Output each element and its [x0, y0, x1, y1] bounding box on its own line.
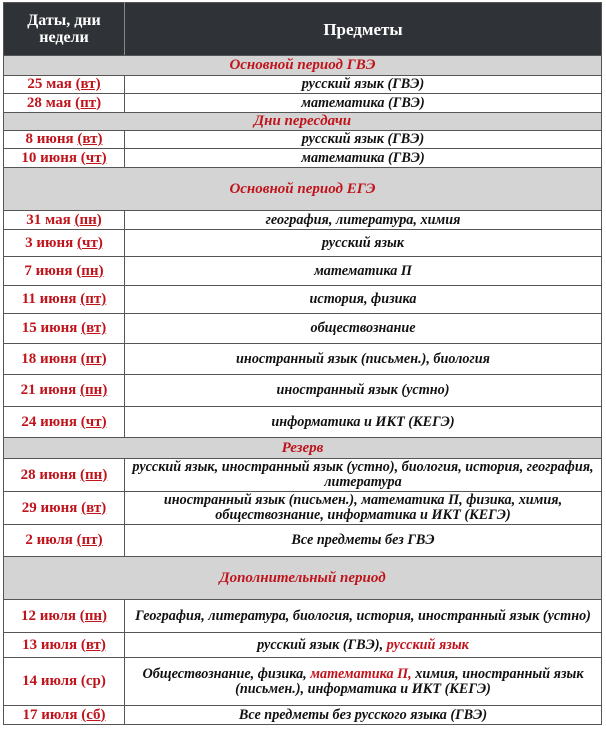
date-text: 31 мая [26, 211, 71, 228]
subjects-cell: обществознание [125, 314, 602, 344]
subjects-cell: Все предметы без ГВЭ [125, 525, 602, 557]
date-cell [4, 459, 125, 492]
section-row [4, 56, 602, 76]
subjects-cell: география, литература, химия [125, 211, 602, 230]
date-cell [4, 600, 125, 633]
header-row [4, 3, 602, 56]
weekday-text: (чт) [80, 149, 107, 166]
schedule-table [3, 2, 602, 725]
section-title: Дополнительный период [4, 557, 602, 600]
subjects-cell: русский язык [125, 230, 602, 257]
table-row [4, 314, 602, 344]
date-cell [4, 706, 125, 725]
section-title: Основной период ГВЭ [4, 56, 602, 76]
weekday-text: (пт) [76, 532, 103, 548]
table-row [4, 658, 602, 706]
subjects-cell: Все предметы без русского языка (ГВЭ) [125, 706, 602, 725]
date-text: 15 июня [21, 320, 78, 336]
table-row [4, 492, 602, 525]
table-row [4, 407, 602, 438]
exam-schedule [3, 2, 601, 725]
table-row [4, 525, 602, 557]
table-row [4, 230, 602, 257]
table-row [4, 94, 602, 113]
subjects-text-highlight: математика П, [310, 665, 412, 682]
date-cell [4, 407, 125, 438]
date-cell [4, 257, 125, 286]
subjects-cell: иностранный язык (письмен.), математика П, физика, химия, обществознание, информатика и ИКТ (КЕГЭ) [125, 492, 602, 525]
date-text: 28 мая [26, 94, 72, 111]
subjects-text: Обществознание, физика, [142, 665, 307, 682]
weekday-text: (чт) [77, 234, 103, 251]
weekday-text: (пн) [80, 382, 108, 398]
date-cell [4, 149, 125, 168]
date-cell [4, 131, 125, 149]
weekday-text: (пт) [80, 350, 107, 367]
weekday-text: (чт) [80, 413, 107, 430]
section-row [4, 168, 602, 211]
weekday-text: (пн) [80, 466, 108, 483]
date-cell [4, 76, 125, 94]
date-text: 18 июня [21, 350, 77, 367]
subjects-cell: иностранный язык (письмен.), биология [125, 344, 602, 375]
date-text: 11 июня [21, 291, 77, 307]
date-text: 7 июня [24, 262, 73, 279]
section-row [4, 557, 602, 600]
subjects-cell: математика П [125, 257, 602, 286]
table-row [4, 375, 602, 407]
subjects-cell: математика (ГВЭ) [125, 94, 602, 113]
date-cell [4, 375, 125, 407]
table-row [4, 286, 602, 314]
subjects-text-highlight: русский язык [386, 636, 469, 653]
date-cell [4, 314, 125, 344]
date-text: 12 июля [20, 607, 76, 624]
header-subjects: Предметы [125, 3, 602, 56]
date-cell [4, 525, 125, 557]
table-row [4, 600, 602, 633]
date-cell [4, 492, 125, 525]
subjects-cell: русский язык (ГВЭ) [125, 131, 602, 149]
subjects-cell: история, физика [125, 286, 602, 314]
weekday-text: (пн) [79, 607, 108, 624]
subjects-cell: География, литература, биология, история, иностранный язык (устно) [125, 600, 602, 633]
date-text: 29 июня [21, 499, 78, 516]
date-text: 3 июня [25, 234, 74, 251]
header-dates: Даты, дни недели [4, 3, 125, 56]
table-row [4, 344, 602, 375]
weekday-text: (вт) [75, 76, 101, 92]
subjects-cell [125, 658, 602, 706]
section-row [4, 438, 602, 459]
weekday-text: (пт) [80, 291, 107, 307]
date-cell [4, 633, 125, 658]
weekday-text: (вт) [80, 636, 106, 653]
date-cell [4, 658, 125, 706]
table-row [4, 211, 602, 230]
weekday-text: (ср) [80, 673, 106, 689]
table-row [4, 76, 602, 94]
weekday-text: (пн) [74, 211, 102, 228]
table-row [4, 131, 602, 149]
subjects-cell: русский язык, иностранный язык (устно), биология, история, география, литература [125, 459, 602, 492]
date-text: 14 июля [22, 673, 78, 689]
date-text: 8 июня [25, 131, 74, 147]
date-text: 2 июля [25, 532, 73, 548]
date-cell [4, 344, 125, 375]
subjects-cell: иностранный язык (устно) [125, 375, 602, 407]
date-cell [4, 94, 125, 113]
subjects-cell [125, 633, 602, 658]
section-row [4, 113, 602, 131]
subjects-cell: русский язык (ГВЭ) [125, 76, 602, 94]
date-cell [4, 286, 125, 314]
weekday-text: (сб) [81, 706, 106, 723]
table-row [4, 706, 602, 725]
table-row [4, 459, 602, 492]
table-row [4, 149, 602, 168]
date-cell [4, 211, 125, 230]
date-text: 13 июля [22, 636, 78, 653]
section-title: Дни пересдачи [4, 113, 602, 131]
subjects-text: химия, иностранный язык (письмен.), информатика и ИКТ (КЕГЭ) [235, 665, 584, 697]
date-text: 24 июня [21, 413, 78, 430]
date-text: 17 июля [22, 706, 78, 723]
date-text: 25 мая [27, 76, 72, 92]
weekday-text: (пт) [75, 94, 102, 111]
date-text: 21 июня [20, 382, 77, 398]
subjects-cell: математика (ГВЭ) [125, 149, 602, 168]
table-row [4, 633, 602, 658]
date-text: 28 июня [20, 466, 77, 483]
section-title: Резерв [4, 438, 602, 459]
table-row [4, 257, 602, 286]
weekday-text: (вт) [81, 499, 107, 516]
weekday-text: (пн) [76, 262, 104, 279]
subjects-text: русский язык (ГВЭ), [257, 636, 384, 653]
weekday-text: (вт) [77, 131, 103, 147]
subjects-cell: информатика и ИКТ (КЕГЭ) [125, 407, 602, 438]
date-cell [4, 230, 125, 257]
weekday-text: (вт) [81, 320, 107, 336]
section-title: Основной период ЕГЭ [4, 168, 602, 211]
date-text: 10 июня [21, 149, 78, 166]
